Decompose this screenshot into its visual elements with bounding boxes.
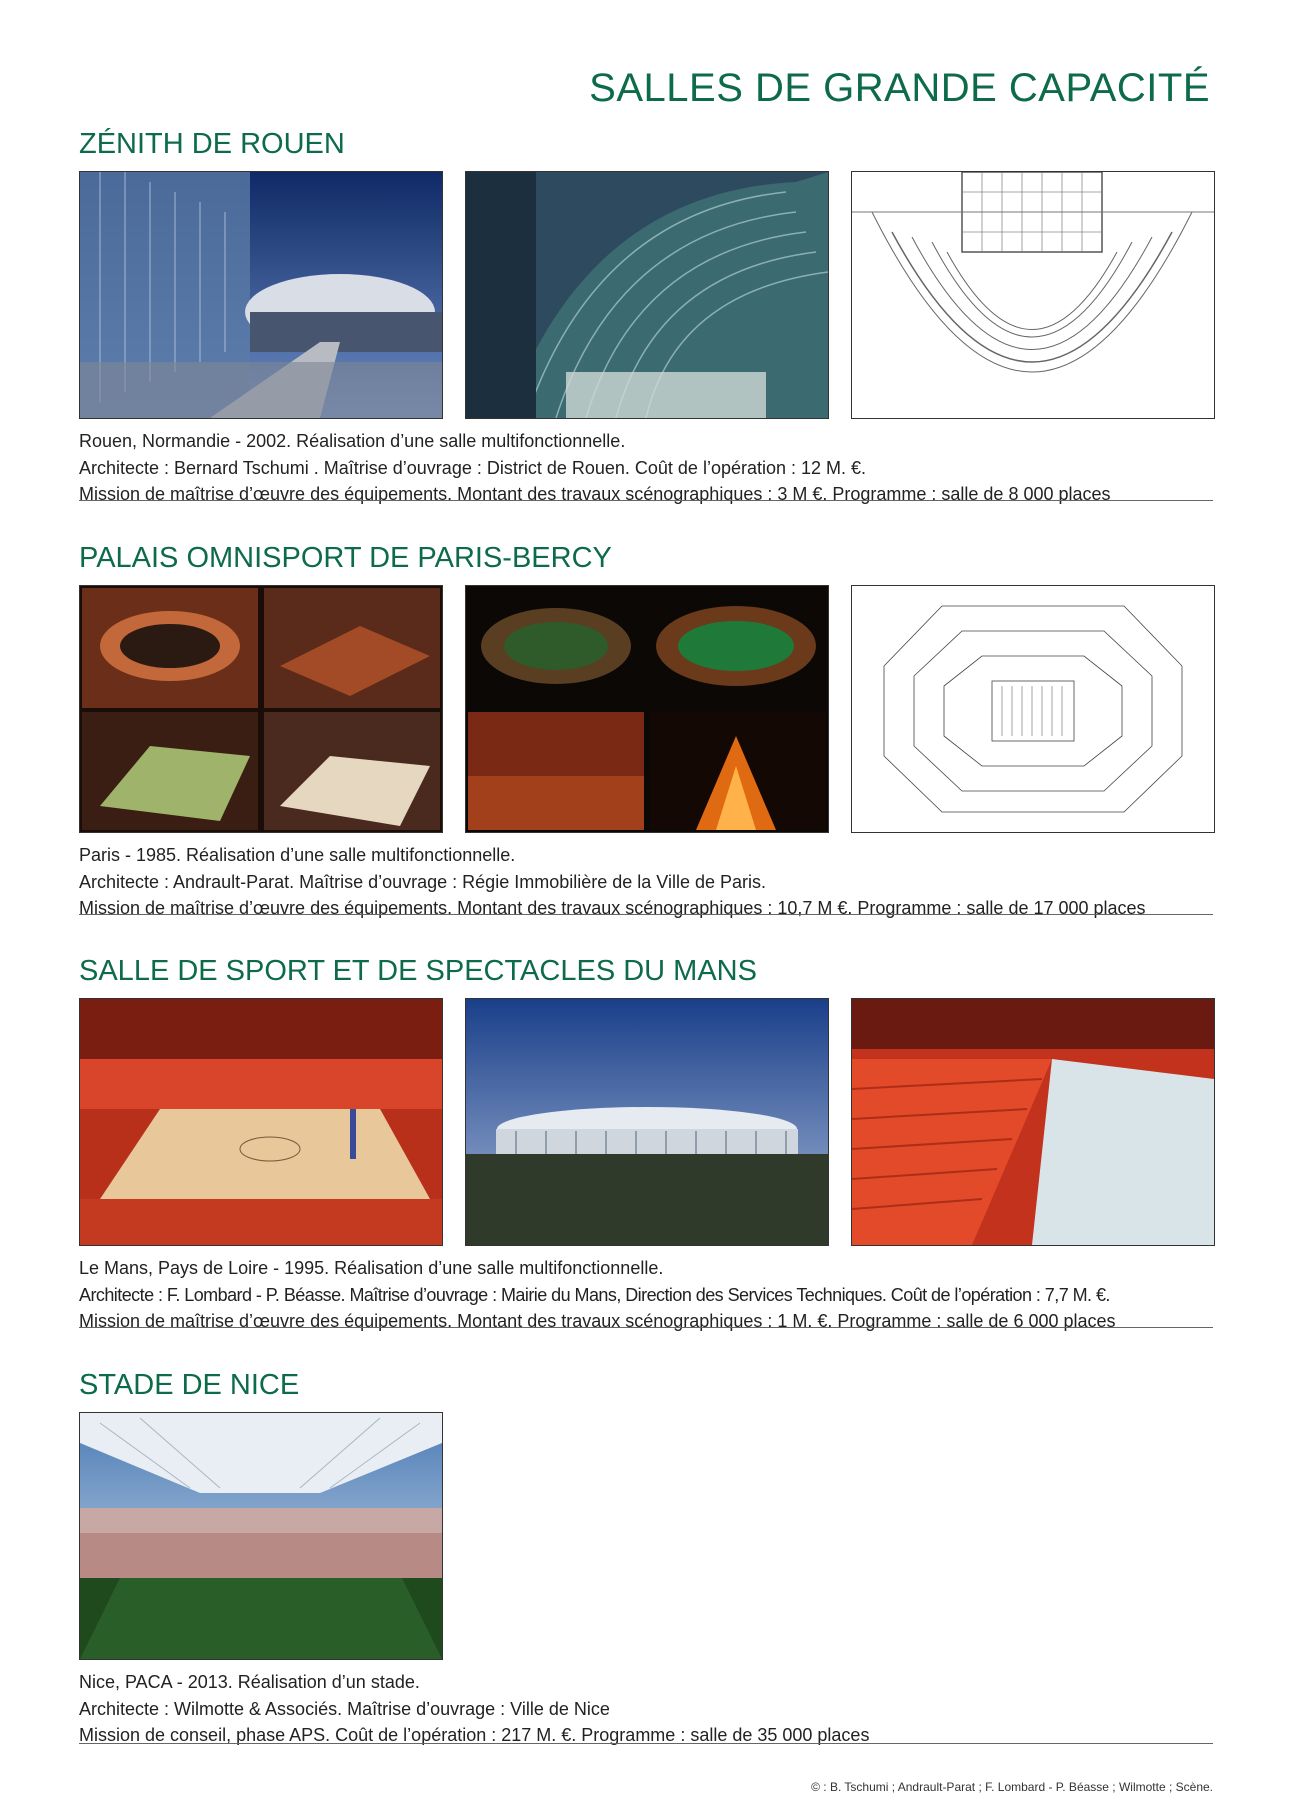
photo-row (79, 171, 1213, 419)
caption-line: Mission de maîtrise d’œuvre des équipements. Montant des travaux scénographiques : 1 M. €. Programme : salle de 6 000 places (79, 1311, 1116, 1331)
caption-line: Rouen, Normandie - 2002. Réalisation d’une salle multifonctionnelle. (79, 431, 626, 451)
section-title: PALAIS OMNISPORT DE PARIS-BERCY (79, 542, 612, 574)
caption-line: Architecte : Andrault-Parat. Maîtrise d’ouvrage : Régie Immobilière de la Ville de Paris. (79, 871, 766, 892)
caption-line: Mission de conseil, phase APS. Coût de l’opération : 217 M. €. Programme : salle de 35 000 places (79, 1725, 870, 1745)
section-le-mans (79, 953, 1213, 1331)
section-zenith-rouen (79, 126, 1213, 504)
section-title: SALLE DE SPORT ET DE SPECTACLES DU MANS (79, 955, 757, 987)
caption-line: Le Mans, Pays de Loire - 1995. Réalisation d’une salle multifonctionnelle. (79, 1258, 664, 1278)
nice-stadium-photo (79, 1412, 443, 1660)
caption-line: Mission de maîtrise d’œuvre des équipements. Montant des travaux scénographiques : 10,7 M €. Programme : salle de 17 000 places (79, 898, 1146, 918)
section-divider (79, 1327, 1213, 1328)
zenith-exterior-photo (79, 171, 443, 419)
le-mans-stands-photo (851, 998, 1215, 1246)
caption-line: Architecte : Bernard Tschumi . Maîtrise d’ouvrage : District de Rouen. Coût de l’opération : 12 M. €. (79, 457, 867, 478)
zenith-plan-drawing (851, 171, 1215, 419)
section-caption (79, 1255, 1116, 1335)
section-title: ZÉNITH DE ROUEN (79, 128, 345, 160)
photo-credits: © : B. Tschumi ; Andrault-Parat ; F. Lombard - P. Béasse ; Wilmotte ; Scène. (811, 1780, 1213, 1794)
bercy-plan-drawing (851, 585, 1215, 833)
bercy-collage-photo (79, 585, 443, 833)
section-bercy (79, 540, 1213, 918)
caption-line: Paris - 1985. Réalisation d’une salle multifonctionnelle. (79, 845, 516, 865)
photo-row (79, 998, 1213, 1246)
section-caption (79, 1669, 869, 1749)
zenith-interior-photo (465, 171, 829, 419)
bercy-events-photo (465, 585, 829, 833)
section-nice (79, 1367, 1213, 1745)
photo-row (79, 585, 1213, 833)
section-divider (79, 1743, 1213, 1744)
le-mans-exterior-photo (465, 998, 829, 1246)
section-divider (79, 914, 1213, 915)
le-mans-court-photo (79, 998, 443, 1246)
section-divider (79, 500, 1213, 501)
page-title: SALLES DE GRANDE CAPACITÉ (589, 66, 1210, 110)
caption-line: Nice, PACA - 2013. Réalisation d’un stade. (79, 1672, 420, 1692)
section-caption (79, 428, 1111, 508)
caption-line: Architecte : Wilmotte & Associés. Maîtrise d’ouvrage : Ville de Nice (79, 1698, 610, 1719)
section-title: STADE DE NICE (79, 1369, 300, 1401)
caption-line: Architecte : F. Lombard - P. Béasse. Maîtrise d’ouvrage : Mairie du Mans, Direction des Services Techniques. Coût de l’opération : 7,7 M. €. (79, 1284, 1110, 1305)
caption-line: Mission de maîtrise d’œuvre des équipements. Montant des travaux scénographiques : 3 M €. Programme : salle de 8 000 places (79, 484, 1111, 504)
photo-row (79, 1412, 1213, 1660)
section-caption (79, 842, 1146, 922)
